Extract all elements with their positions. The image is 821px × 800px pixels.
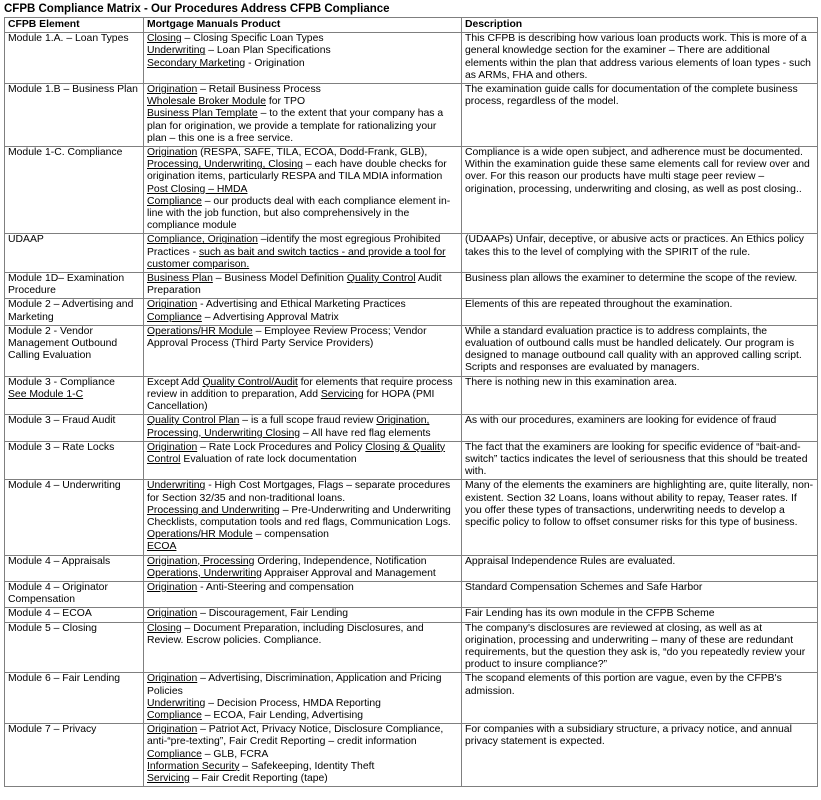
mortgage-product-cell	[144, 84, 462, 147]
table-row	[5, 147, 818, 234]
table-row	[5, 608, 818, 622]
table-row	[5, 480, 818, 555]
cfpb-element-cell	[5, 581, 144, 607]
product-line	[147, 724, 458, 748]
cfpb-element-text: Module 3 – Rate Locks	[8, 441, 115, 453]
cfpb-element-cell	[5, 273, 144, 299]
cfpb-element-cell	[5, 441, 144, 480]
product-module-link[interactable]: Origination	[147, 147, 198, 159]
table-row	[5, 415, 818, 441]
cfpb-element-cell	[5, 415, 144, 441]
product-text: – Loan Plan Specifications	[205, 45, 331, 57]
table-row	[5, 724, 818, 787]
cfpb-element-text: Module 1.A. – Loan Types	[8, 33, 129, 45]
cfpb-element-text: Module 4 – Underwriting	[8, 480, 121, 492]
product-module-link[interactable]: Origination	[147, 84, 198, 96]
product-line	[147, 147, 458, 184]
cfpb-element-cell	[5, 724, 144, 787]
mortgage-product-cell	[144, 480, 462, 555]
product-module-link[interactable]: ECOA	[147, 541, 177, 553]
product-module-link[interactable]: Operations/HR Module	[147, 529, 253, 541]
product-line	[147, 108, 458, 145]
column-header-description: Description	[462, 18, 818, 33]
product-text: – Pre-Underwriting and Underwriting Checklists, computation tools and red flags, Communication Logs.	[147, 504, 451, 528]
description-cell: The scopand elements of this portion are vague, even by the CFPB's admission.	[462, 673, 818, 724]
product-text: – Employee Review Process; Vendor Approval Process (Third Party Service Providers)	[147, 325, 427, 350]
cfpb-element-text: Module 1.B – Business Plan	[8, 84, 138, 96]
mortgage-product-cell	[144, 273, 462, 299]
cfpb-element-text: Module 4 – ECOA	[8, 608, 92, 620]
cfpb-element-cell	[5, 480, 144, 555]
page-title: CFPB Compliance Matrix - Our Procedures Address CFPB Compliance	[4, 3, 390, 15]
product-text: – is a full scope fraud review	[239, 415, 377, 427]
product-text: – Decision Process, HMDA Reporting	[205, 697, 381, 709]
product-text: – Business Model Definition	[212, 273, 347, 285]
product-text: - Anti-Steering and compensation	[197, 581, 354, 593]
product-module-link[interactable]: Servicing	[320, 388, 364, 400]
product-text: – to the extent that your company has a plan for origination, we provide a template for rationalizing your plan – this one is a free service.	[147, 108, 444, 144]
cfpb-element-cell	[5, 325, 144, 376]
cfpb-element-text: Module 4 – Originator Compensation	[8, 581, 108, 606]
product-module-link[interactable]: Compliance	[147, 311, 202, 323]
mortgage-product-cell	[144, 33, 462, 84]
description-cell: Elements of this are repeated throughout the examination.	[462, 299, 818, 325]
table-body	[5, 33, 818, 787]
product-line	[147, 749, 458, 761]
table-row	[5, 234, 818, 273]
product-module-link[interactable]: Closing	[147, 622, 182, 634]
mortgage-product-cell	[144, 724, 462, 787]
product-line	[147, 273, 458, 297]
cfpb-element-text: Module 4 – Appraisals	[8, 555, 111, 567]
table-row	[5, 622, 818, 673]
table-row	[5, 33, 818, 84]
mortgage-product-cell	[144, 234, 462, 273]
table-row	[5, 325, 818, 376]
product-line	[147, 505, 458, 529]
product-text: – Advertising, Discrimination, Application and Pricing Policies	[147, 673, 442, 697]
product-text: – our products deal with each compliance element in-line with the job function, but also comprehensively in the compliance module	[147, 195, 451, 232]
product-line	[147, 58, 458, 70]
mortgage-product-cell	[144, 622, 462, 673]
product-line	[147, 608, 458, 620]
product-module-link[interactable]: Origination, Processing, Underwriting Closing	[147, 415, 430, 439]
description-cell: The company's disclosures are reviewed at closing, as well as at origination, processing and underwriting – many of these are redundant requirements, but the question they ask is, “do you repeatedly review your product to insure compliance?”	[462, 622, 818, 673]
cfpb-element-text: Module 3 - Compliance	[8, 376, 115, 388]
product-module-link[interactable]: Underwriting	[147, 697, 206, 709]
product-module-link[interactable]: Compliance	[147, 748, 202, 760]
product-line	[147, 442, 458, 466]
product-module-link[interactable]: Quality Control Plan	[147, 415, 240, 427]
product-line	[147, 377, 458, 414]
product-module-link[interactable]: Wholesale Broker Module	[147, 96, 266, 108]
product-module-link[interactable]: Processing, Underwriting, Closing	[147, 159, 303, 171]
product-module-link[interactable]: Processing and Underwriting	[147, 504, 280, 516]
product-text: – each have double checks for origination items, particularly RESPA and TILA MDIA information	[147, 159, 447, 183]
product-line	[147, 234, 458, 271]
cfpb-element-text: Module 1-C. Compliance	[8, 147, 123, 159]
product-text: – Rate Lock Procedures and Policy	[197, 441, 366, 453]
product-text: Ordering, Independence, Notification	[254, 555, 427, 567]
description-cell: Compliance is a wide open subject, and adherence must be documented. Within the examination guide these same elements call for review over and over. For this reason our products have multi stage peer review – origination, processing, underwriting and closing, as well as post closing..	[462, 147, 818, 234]
product-module-link[interactable]: Underwriting	[147, 45, 206, 57]
product-line	[147, 623, 458, 647]
product-line	[147, 415, 458, 439]
description-cell: Appraisal Independence Rules are evaluated.	[462, 555, 818, 581]
product-module-link[interactable]: Origination	[147, 441, 198, 453]
product-line	[147, 582, 458, 594]
product-line	[147, 761, 458, 773]
cfpb-element-text: Module 7 – Privacy	[8, 724, 97, 736]
product-module-link[interactable]: Origination	[147, 608, 198, 620]
mortgage-product-cell	[144, 673, 462, 724]
cfpb-element-text: Module 1D– Examination Procedure	[8, 273, 125, 297]
table-row	[5, 673, 818, 724]
product-text: Except Add	[147, 376, 203, 388]
product-line	[147, 33, 458, 45]
cfpb-element-text: Module 6 – Fair Lending	[8, 673, 121, 685]
product-text: – Closing Specific Loan Types	[181, 33, 324, 45]
product-module-link[interactable]: Underwriting	[147, 480, 206, 492]
product-text: – ECOA, Fair Lending, Advertising	[201, 709, 364, 721]
product-line	[147, 299, 458, 311]
mortgage-product-cell	[144, 147, 462, 234]
column-header-mortgage-manuals-product: Mortgage Manuals Product	[144, 18, 462, 33]
product-text: for elements that require process review in addition to preparation, Add	[147, 376, 453, 400]
cfpb-element-text: Module 2 - Vendor Management Outbound Calling Evaluation	[8, 325, 118, 362]
product-module-link[interactable]: Origination, Processing	[147, 555, 255, 567]
product-module-link[interactable]: Business Plan Template	[147, 108, 258, 120]
product-line	[147, 773, 458, 785]
product-module-link[interactable]: Operations, Underwriting	[147, 567, 262, 579]
cfpb-element-cell	[5, 234, 144, 273]
table-header-row	[5, 18, 818, 33]
mortgage-product-cell	[144, 581, 462, 607]
product-line	[147, 698, 458, 710]
product-text: for HOPA (PMI Cancellation)	[147, 388, 435, 413]
description-cell: The examination guide calls for documentation of the complete business process, regardless of the model.	[462, 84, 818, 147]
product-line	[147, 184, 458, 196]
product-module-link[interactable]: Servicing	[147, 772, 190, 784]
mortgage-product-cell	[144, 441, 462, 480]
product-text: - Origination	[245, 57, 305, 69]
cfpb-element-text: UDAAP	[8, 234, 44, 246]
product-text: - Advertising and Ethical Marketing Practices	[197, 299, 406, 311]
product-module-link[interactable]: Secondary Marketing	[147, 57, 246, 69]
product-line	[147, 84, 458, 96]
product-text: for TPO	[265, 96, 306, 108]
product-line	[147, 196, 458, 233]
product-text: – Document Preparation, including Disclosures, and Review. Escrow policies. Compliance.	[147, 622, 424, 646]
product-line	[147, 326, 458, 350]
product-text: Appraiser Approval and Management	[261, 567, 436, 579]
product-module-link[interactable]: Origination	[147, 673, 198, 685]
product-line	[147, 673, 458, 697]
column-header-cfpb-element: CFPB Element	[5, 18, 144, 33]
table-row	[5, 441, 818, 480]
product-text: – compensation	[252, 529, 329, 541]
product-module-link[interactable]: Origination	[147, 724, 198, 736]
table-row	[5, 376, 818, 415]
description-cell: Standard Compensation Schemes and Safe Harbor	[462, 581, 818, 607]
description-cell: Fair Lending has its own module in the CFPB Scheme	[462, 608, 818, 622]
product-text: - High Cost Mortgages, Flags – separate procedures for Section 32/35 and non-traditional loans.	[147, 480, 451, 504]
cfpb-element-cell	[5, 376, 144, 415]
product-text: – Safekeeping, Identity Theft	[239, 760, 375, 772]
compliance-matrix-table	[4, 17, 818, 787]
mortgage-product-cell	[144, 555, 462, 581]
product-module-link[interactable]: Business Plan	[147, 273, 213, 285]
product-text: – Fair Credit Reporting (tape)	[189, 772, 328, 784]
product-module-link[interactable]: Compliance, Origination	[147, 234, 258, 246]
cfpb-element-cell	[5, 84, 144, 147]
cfpb-element-cell	[5, 33, 144, 84]
product-line	[147, 480, 458, 504]
product-module-link[interactable]: Origination	[147, 581, 198, 593]
table-row	[5, 581, 818, 607]
description-cell: While a standard evaluation practice is to address complaints, the evaluation of outbound calls must be handled delicately. Our program is designed to manage outbound call quality with an approved calling script. Scripts and responses are evaluated by managers.	[462, 325, 818, 376]
description-cell: Many of the elements the examiners are highlighting are, quite literally, non-existent. Section 32 Loans, loans without ability to repay, Teaser rates. If you offer these types of transactions, underwriting needs to develop a specific policy to follow to offset consumer risks for this type of business.	[462, 480, 818, 555]
product-line	[147, 710, 458, 722]
product-module-link[interactable]: Post Closing – HMDA	[147, 183, 248, 195]
product-text: – Retail Business Process	[197, 84, 321, 96]
product-module-link[interactable]: Quality Control/Audit	[202, 376, 298, 388]
description-cell: For companies with a subsidiary structure, a privacy notice, and annual privacy statement is expected.	[462, 724, 818, 787]
product-text: – Advertising Approval Matrix	[201, 311, 339, 323]
product-module-link[interactable]: Compliance	[147, 709, 202, 721]
product-module-link[interactable]: Origination	[147, 299, 198, 311]
cross-reference-link[interactable]: See Module 1-C	[8, 388, 84, 400]
table-row	[5, 299, 818, 325]
product-text: – Patriot Act, Privacy Notice, Disclosure Compliance, anti-“pre-texting”, Fair Credit Reporting – credit information	[147, 724, 444, 748]
product-line	[147, 541, 458, 553]
product-module-link[interactable]: Operations/HR Module	[147, 325, 253, 337]
cfpb-element-cell	[5, 673, 144, 724]
cfpb-element-cell	[5, 622, 144, 673]
product-module-link[interactable]: Information Security	[147, 760, 240, 772]
mortgage-product-cell	[144, 325, 462, 376]
cfpb-element-cell	[5, 608, 144, 622]
product-line	[147, 96, 458, 108]
description-cell: This CFPB is describing how various loan products work. This is more of a general knowledge section for the examiner – There are additional elements within the plan that address various elements of loan types - such as ARMs, FHA and others.	[462, 33, 818, 84]
description-cell: Business plan allows the examiner to determine the scope of the review.	[462, 273, 818, 299]
table-row	[5, 555, 818, 581]
table-row	[5, 273, 818, 299]
product-text: Audit Preparation	[147, 273, 442, 297]
description-cell: As with our procedures, examiners are looking for evidence of fraud	[462, 415, 818, 441]
product-text: – All have red flag elements	[300, 427, 431, 439]
cfpb-element-text: Module 2 – Advertising and Marketing	[8, 299, 134, 323]
cfpb-element-text: Module 5 – Closing	[8, 622, 97, 634]
table-row	[5, 84, 818, 147]
product-module-link[interactable]: Quality Control	[346, 273, 416, 285]
mortgage-product-cell	[144, 608, 462, 622]
product-line	[147, 529, 458, 541]
product-line	[147, 312, 458, 324]
product-text: –identify the most egregious Prohibited Practices -	[147, 234, 441, 258]
product-line	[147, 556, 458, 580]
mortgage-product-cell	[144, 415, 462, 441]
description-cell: The fact that the examiners are looking for specific evidence of “bait-and-switch” tactics indicates the level of seriousness that this should be treated with.	[462, 441, 818, 480]
product-text: – GLB, FCRA	[201, 748, 269, 760]
product-module-link[interactable]: Closing & Quality Control	[147, 441, 446, 465]
product-module-link[interactable]: Compliance	[147, 195, 202, 207]
cfpb-element-cell	[5, 299, 144, 325]
product-module-link[interactable]: Closing	[147, 33, 182, 45]
mortgage-product-cell	[144, 376, 462, 415]
product-text: – Discouragement, Fair Lending	[197, 608, 348, 620]
product-module-link[interactable]: such as bait and switch tactics - and provide a tool for customer comparison.	[147, 246, 446, 270]
mortgage-product-cell	[144, 299, 462, 325]
product-line	[147, 45, 458, 57]
product-text: Evaluation of rate lock documentation	[180, 453, 357, 465]
cfpb-element-cell	[5, 555, 144, 581]
cfpb-element-text: Module 3 – Fraud Audit	[8, 415, 116, 427]
description-cell: There is nothing new in this examination area.	[462, 376, 818, 415]
description-cell: (UDAAPs) Unfair, deceptive, or abusive acts or practices. An Ethics policy takes this to the level of complying with the SPIRIT of the rule.	[462, 234, 818, 273]
cfpb-element-cell	[5, 147, 144, 234]
product-text: (RESPA, SAFE, TILA, ECOA, Dodd-Frank, GLB),	[197, 147, 428, 159]
